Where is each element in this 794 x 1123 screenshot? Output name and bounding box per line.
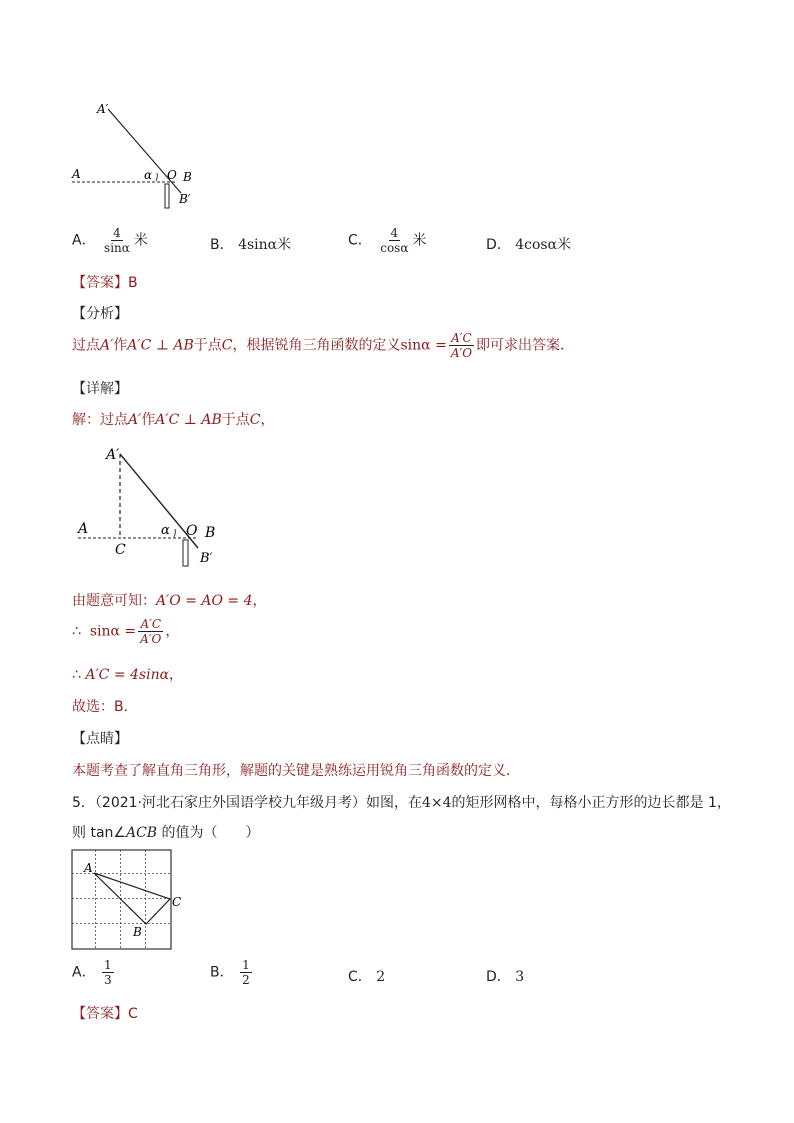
option-a[interactable]: A． $\frac{4}{\sin\alpha}$ 米 <box>72 226 148 255</box>
analysis-label: 【分析】 <box>72 306 128 322</box>
answer-line <box>72 272 138 292</box>
fig1-label-b: B <box>183 170 192 184</box>
detail-intro: 解：过点A′作A′C ⊥ AB于点C， <box>72 412 275 428</box>
step-2: ∴ sinα = $\frac{A'C}{A'O}$ ， <box>72 617 180 646</box>
comment-text: 本题考查了解直角三角形，解题的关键是熟练运用锐角三角函数的定义． <box>72 763 520 779</box>
option-b[interactable]: B． 4sinα米 <box>210 237 292 253</box>
fig2-label-o: O <box>186 523 198 539</box>
answer-label: 【答案】 <box>72 275 128 291</box>
choose-line: 故选：B. <box>72 699 129 715</box>
q5-answer-label: 【答案】 <box>72 1006 128 1022</box>
fig2-label-bprime: B′ <box>200 551 213 566</box>
q5-option-c[interactable]: C． 2 <box>348 969 386 985</box>
fig1-label-aprime: A′ <box>97 102 109 116</box>
fig2-label-c: C <box>115 542 126 558</box>
analysis-text: 过点A′作A′C ⊥ AB于点C，根据锐角三角函数的定义sinα = $\frac{A'C}{A'O}$ 即可求出答案． <box>72 331 575 360</box>
fig2-label-a: A <box>78 521 89 537</box>
option-a-fraction: $\frac{4}{\sin\alpha}$ <box>104 226 130 255</box>
option-c[interactable]: C． $\frac{4}{\cos\alpha}$ 米 <box>348 226 427 255</box>
option-d[interactable]: D． 4cosα米 <box>486 237 572 253</box>
q5-line2: 则 tan∠ACB 的值为（ ） <box>72 825 260 841</box>
fig2-label-aprime: A′ <box>106 447 120 463</box>
grid-label-c: C <box>172 895 182 909</box>
fig1-label-o: O <box>167 168 177 182</box>
fig2-label-b: B <box>205 525 216 541</box>
step-1: 由题意可知：A′O = AO = 4， <box>72 593 267 609</box>
fig1-label-a: A <box>72 167 81 181</box>
figure-ladder-with-c <box>74 442 234 572</box>
option-c-fraction: $\frac{4}{\cos\alpha}$ <box>380 226 409 255</box>
fig1-label-bprime: B′ <box>179 192 191 206</box>
detail-label: 【详解】 <box>72 381 128 397</box>
q5-answer-line <box>72 1003 138 1023</box>
q5-line1: 5．（2021·河北石家庄外国语学校九年级月考）如图，在4×4的矩形网格中，每格小正方形的边长都是 1， <box>72 795 731 811</box>
q5-answer-value: C <box>128 1006 138 1022</box>
grid-label-b: B <box>133 925 142 939</box>
fig2-label-alpha: α <box>161 523 170 538</box>
q5-option-a-fraction: $\frac{1}{3}$ <box>104 958 112 987</box>
step-3: ∴ A′C = 4sinα， <box>72 667 184 683</box>
q5-option-a[interactable]: A． $\frac{1}{3}$ <box>72 958 112 987</box>
q5-option-b-fraction: $\frac{1}{2}$ <box>242 958 250 987</box>
figure-grid <box>70 848 182 952</box>
grid-label-a: A <box>84 861 93 875</box>
q5-option-b[interactable]: B． $\frac{1}{2}$ <box>210 958 250 987</box>
fig1-label-alpha: α <box>144 168 153 182</box>
answer-value: B <box>128 275 138 291</box>
q5-option-d[interactable]: D． 3 <box>486 969 525 985</box>
figure-ladder <box>66 95 216 215</box>
comment-label: 【点睛】 <box>72 731 128 747</box>
